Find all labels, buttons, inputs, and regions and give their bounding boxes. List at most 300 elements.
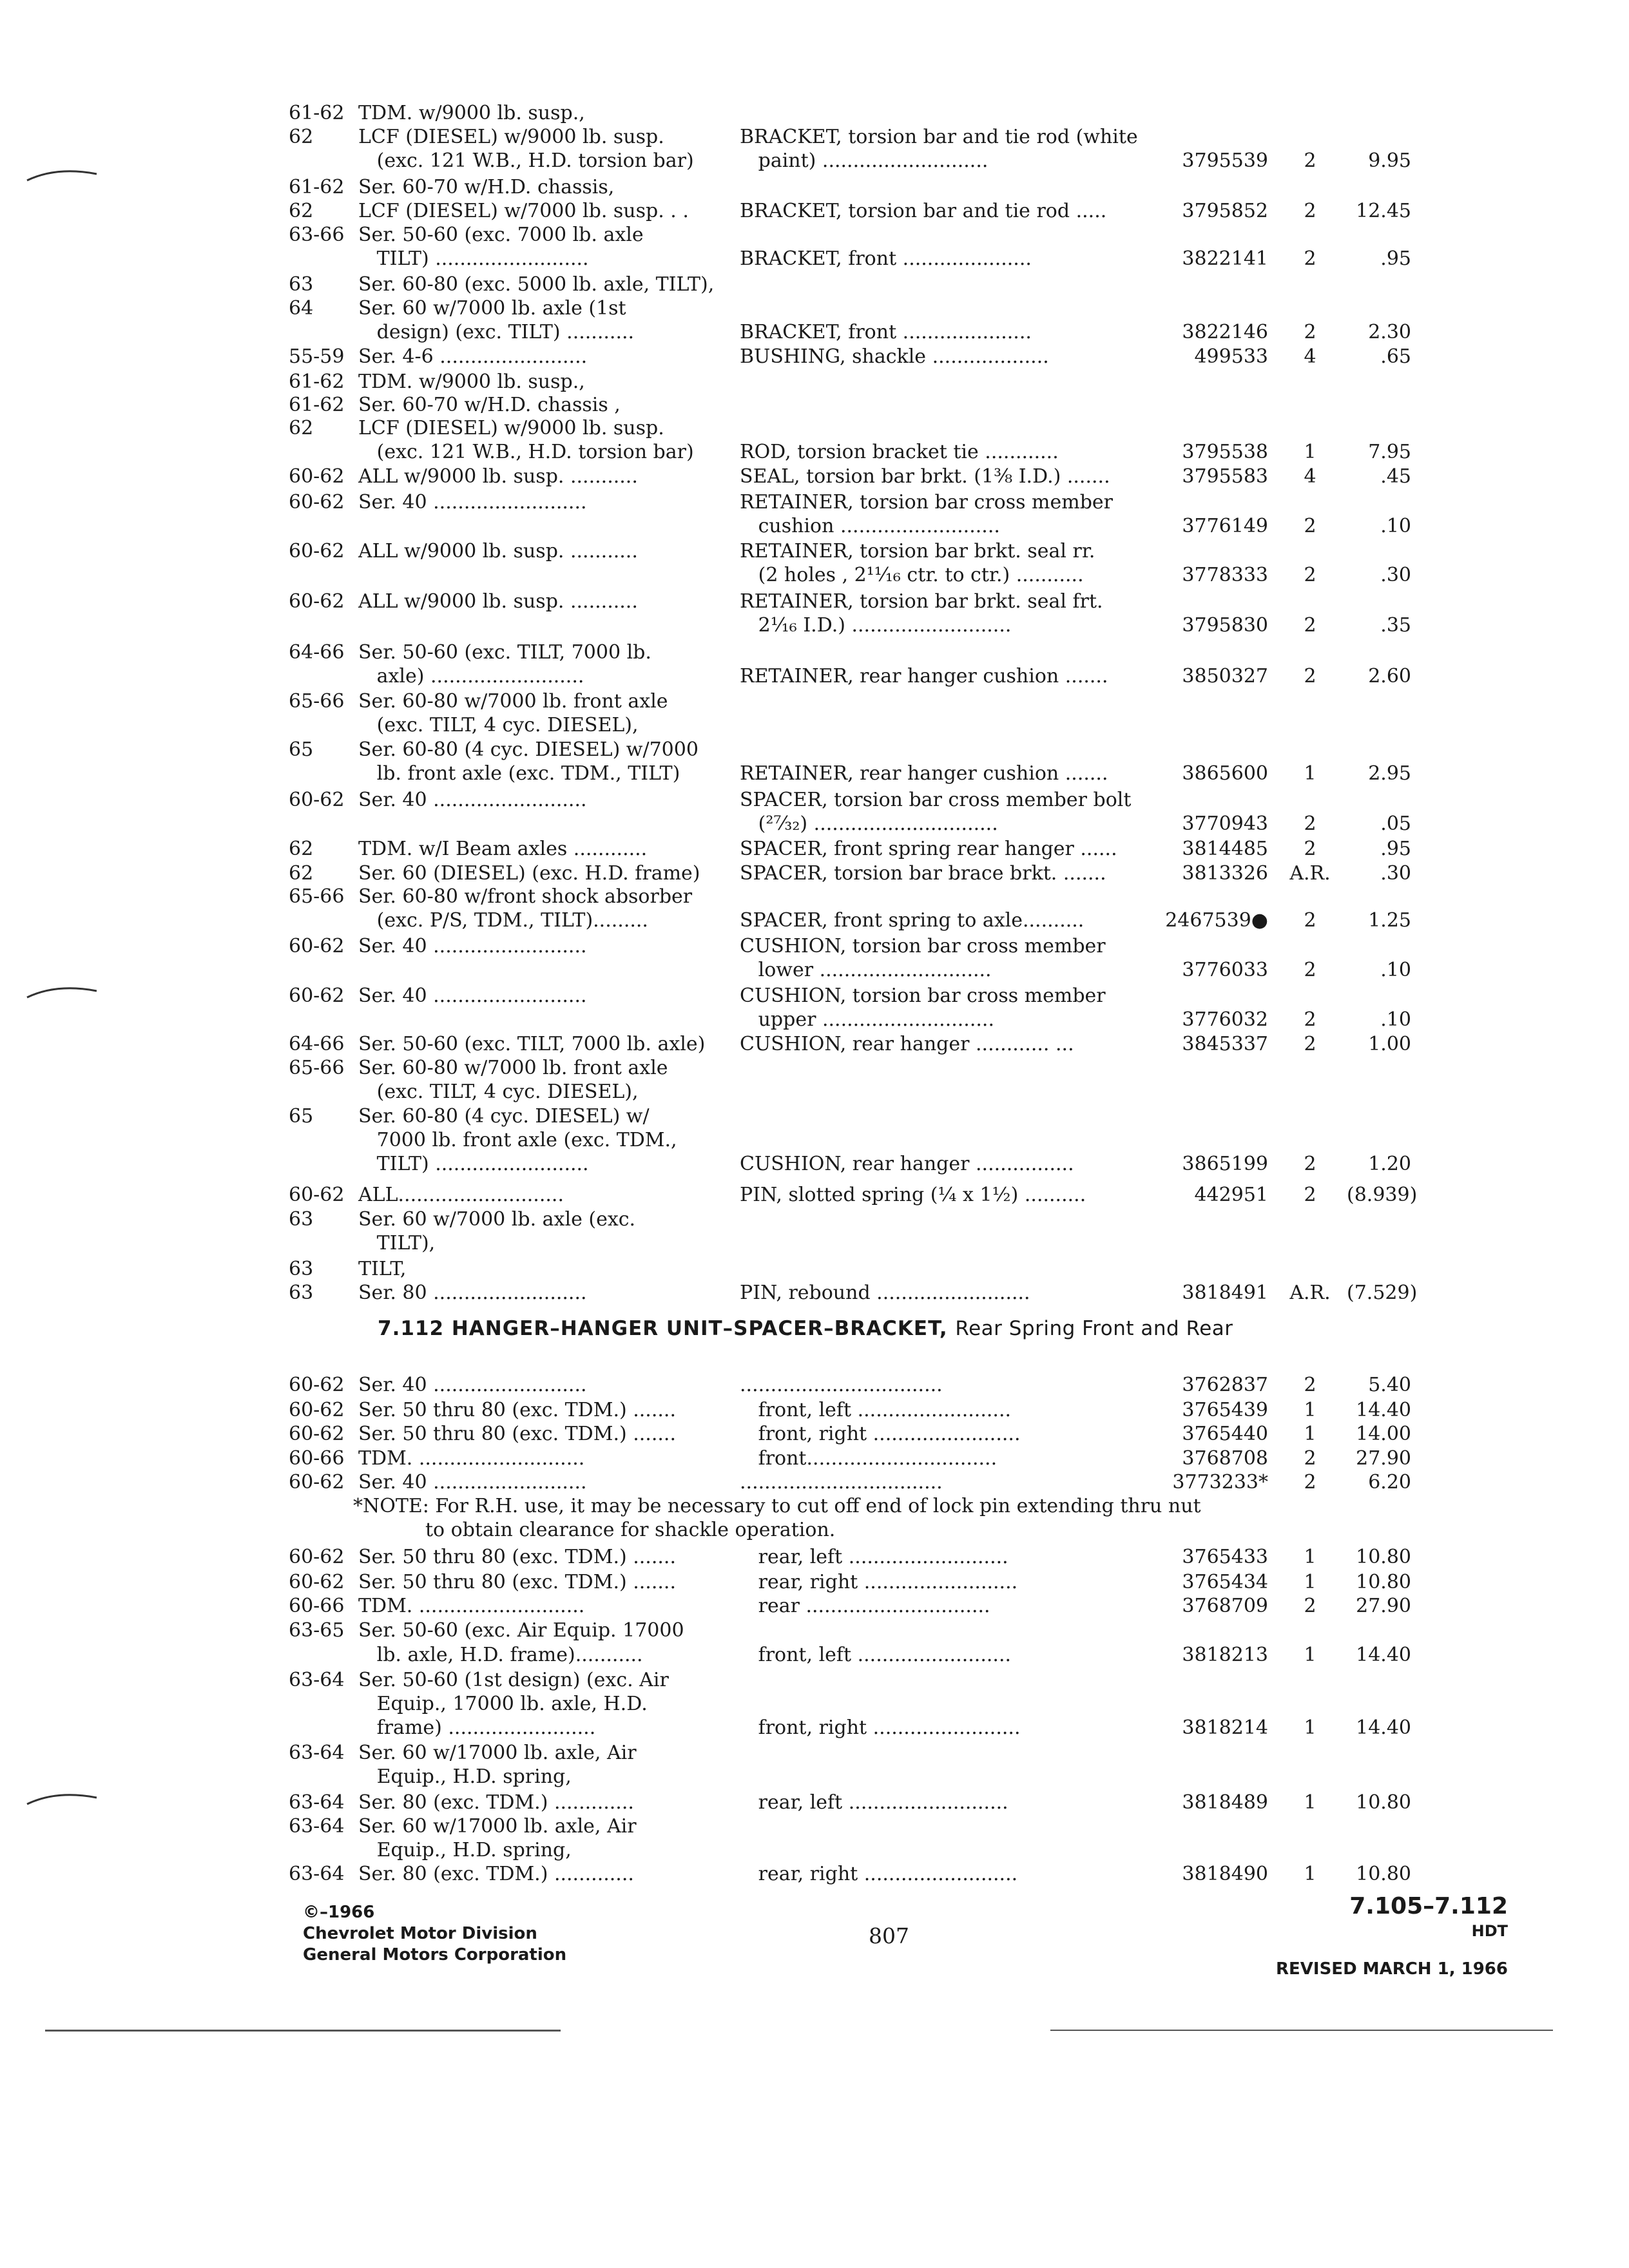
application: Ser. 60-80 (exc. 5000 lb. axle, TILT), — [358, 273, 715, 296]
list-price: 5.40 — [1368, 1374, 1411, 1396]
page-number: 807 — [869, 1923, 909, 1948]
application: Equip., 17000 lb. axle, H.D. — [358, 1693, 648, 1715]
bottom-rule — [45, 2030, 561, 2032]
quantity: 1 — [1304, 762, 1316, 785]
model-years: 60-62 — [289, 1399, 345, 1421]
part-description: BRACKET, front ..................... — [740, 321, 1032, 343]
model-years: 60-62 — [289, 540, 345, 562]
table-row — [0, 1007, 1629, 1033]
application: ALL........................... — [358, 1184, 564, 1206]
application: TDM. w/I Beam axles ............ — [358, 838, 648, 860]
quantity: 2 — [1304, 1033, 1316, 1055]
part-number: 3795830 — [1182, 614, 1268, 637]
table-row — [0, 514, 1629, 539]
quantity: 2 — [1304, 1447, 1316, 1470]
part-number: 3768709 — [1182, 1595, 1268, 1617]
part-description: ................................. — [740, 1471, 943, 1494]
part-description: PIN, slotted spring (¼ x 1½) .......... — [740, 1184, 1086, 1206]
part-description: PIN, rebound ......................... — [740, 1282, 1030, 1304]
model-years: 60-62 — [289, 985, 345, 1007]
catalog-code: HDT — [1471, 1922, 1508, 1940]
model-years: 60-62 — [289, 1184, 345, 1206]
application: Ser. 60 w/7000 lb. axle (1st — [358, 297, 626, 320]
model-years: 65 — [289, 738, 314, 761]
table-row — [0, 761, 1629, 787]
part-description: front, right ........................ — [740, 1716, 1021, 1739]
model-years: 62 — [289, 417, 314, 439]
quantity: 2 — [1304, 1471, 1316, 1494]
application: Ser. 40 ......................... — [358, 985, 587, 1007]
table-row — [0, 1667, 1629, 1693]
list-price: .10 — [1380, 1008, 1411, 1031]
model-years: 61-62 — [289, 394, 345, 416]
application: Ser. 40 ......................... — [358, 491, 587, 514]
table-row — [0, 490, 1629, 515]
application: Ser. 50-60 (exc. 7000 lb. axle — [358, 224, 644, 246]
part-number: 3813326 — [1182, 862, 1268, 885]
list-price: .45 — [1380, 465, 1411, 488]
table-row — [0, 1691, 1629, 1717]
application: Ser. 60 (DIESEL) (exc. H.D. frame) — [358, 862, 700, 885]
table-row — [0, 296, 1629, 322]
list-price: .10 — [1380, 515, 1411, 537]
table-row — [0, 836, 1629, 862]
quantity: 2 — [1304, 665, 1316, 687]
part-number: 3795538 — [1182, 441, 1268, 463]
model-years: 60-62 — [289, 1546, 345, 1568]
quantity: 2 — [1304, 321, 1316, 343]
table-row — [0, 1838, 1629, 1863]
section-title — [378, 1314, 1233, 1343]
quantity: 1 — [1304, 1863, 1316, 1885]
application: Ser. 60-80 (4 cyc. DIESEL) w/ — [358, 1105, 650, 1128]
quantity: 1 — [1304, 1791, 1316, 1814]
table-row — [0, 464, 1629, 490]
model-years: 60-62 — [289, 491, 345, 514]
table-row — [0, 539, 1629, 564]
revision-date: REVISED MARCH 1, 1966 — [1276, 1959, 1508, 1979]
part-number: 3768708 — [1182, 1447, 1268, 1470]
part-description: RETAINER, rear hanger cushion ....... — [740, 665, 1108, 687]
list-price: .65 — [1380, 345, 1411, 368]
part-number: 499533 — [1194, 345, 1268, 368]
table-row — [0, 562, 1629, 588]
application: Ser. 80 (exc. TDM.) ............. — [358, 1791, 634, 1814]
application: Equip., H.D. spring, — [358, 1765, 572, 1788]
quantity: 4 — [1304, 345, 1316, 368]
table-row — [0, 1861, 1629, 1887]
table-row — [0, 1256, 1629, 1282]
model-years: 60-62 — [289, 590, 345, 613]
quantity: 2 — [1304, 247, 1316, 270]
table-row — [0, 344, 1629, 370]
model-years: 60-62 — [289, 789, 345, 811]
part-description: rear .............................. — [740, 1595, 990, 1617]
part-description: CUSHION, torsion bar cross member — [740, 935, 1106, 957]
part-description: front, left ......................... — [740, 1644, 1012, 1666]
part-description: lower ............................ — [740, 959, 992, 981]
list-price: 2.60 — [1368, 665, 1411, 687]
application: Ser. 60 w/7000 lb. axle (exc. — [358, 1208, 636, 1231]
part-number: 3765433 — [1182, 1546, 1268, 1568]
quantity: 1 — [1304, 1546, 1316, 1568]
table-row — [0, 124, 1629, 150]
model-years: 63-64 — [289, 1742, 345, 1764]
table-row — [0, 1593, 1629, 1619]
application: TILT), — [358, 1232, 436, 1254]
application: Ser. 60-80 w/front shock absorber — [358, 885, 693, 908]
bottom-rule — [1050, 2030, 1553, 2031]
part-number: 3818213 — [1182, 1644, 1268, 1666]
part-number: 3818214 — [1182, 1716, 1268, 1739]
application: design) (exc. TILT) ........... — [358, 321, 635, 343]
part-description: front, right ........................ — [740, 1423, 1021, 1445]
list-price: 27.90 — [1356, 1447, 1411, 1470]
part-description: BUSHING, shackle ................... — [740, 345, 1049, 368]
part-number: 3762837 — [1182, 1374, 1268, 1396]
part-number: 3765434 — [1182, 1571, 1268, 1593]
part-description: RETAINER, torsion bar brkt. seal rr. — [740, 540, 1095, 562]
part-number: 2467539● — [1165, 909, 1268, 932]
model-years: 60-62 — [289, 1423, 345, 1445]
quantity: 2 — [1304, 515, 1316, 537]
list-price: 2.30 — [1368, 321, 1411, 343]
part-description: front............................... — [740, 1447, 998, 1470]
table-row — [0, 957, 1629, 983]
note-line — [0, 1517, 1629, 1543]
list-price: 9.95 — [1368, 149, 1411, 172]
part-description: BRACKET, torsion bar and tie rod (white — [740, 126, 1138, 148]
model-years: 62 — [289, 862, 314, 885]
quantity: 1 — [1304, 1571, 1316, 1593]
list-price: .35 — [1380, 614, 1411, 637]
application: Ser. 60 w/17000 lb. axle, Air — [358, 1815, 637, 1838]
application: Ser. 50-60 (exc. Air Equip. 17000 — [358, 1619, 684, 1642]
application: Ser. 50 thru 80 (exc. TDM.) ....... — [358, 1423, 676, 1445]
part-number: 3773233* — [1172, 1471, 1268, 1494]
part-description: rear, right ......................... — [740, 1863, 1018, 1885]
quantity: A.R. — [1289, 862, 1331, 885]
quantity: 1 — [1304, 441, 1316, 463]
table-row — [0, 884, 1629, 910]
quantity: 1 — [1304, 1399, 1316, 1421]
part-description: rear, right ......................... — [740, 1571, 1018, 1593]
part-description: RETAINER, torsion bar cross member — [740, 491, 1113, 514]
part-description: rear, left .......................... — [740, 1546, 1008, 1568]
application: Ser. 40 ......................... — [358, 1471, 587, 1494]
application: Ser. 80 (exc. TDM.) ............. — [358, 1863, 634, 1885]
application: Ser. 60-80 w/7000 lb. front axle — [358, 690, 668, 713]
part-number: 3778333 — [1182, 564, 1268, 586]
application: TDM. ........................... — [358, 1595, 585, 1617]
quantity: 2 — [1304, 959, 1316, 981]
model-years: 64 — [289, 297, 314, 320]
application: (exc. P/S, TDM., TILT)......... — [358, 909, 648, 932]
list-price: .95 — [1380, 838, 1411, 860]
note-text: *NOTE: For R.H. use, it may be necessary to cut off end of lock pin extending thru nut — [353, 1495, 1201, 1517]
part-description: ROD, torsion bracket tie ............ — [740, 441, 1059, 463]
table-row — [0, 713, 1629, 738]
table-row — [0, 1207, 1629, 1233]
quantity: 2 — [1304, 149, 1316, 172]
application: lb. axle, H.D. frame)........... — [358, 1644, 643, 1666]
part-description: CUSHION, rear hanger ............ ... — [740, 1033, 1074, 1055]
application: Ser. 50 thru 80 (exc. TDM.) ....... — [358, 1399, 676, 1421]
table-row — [0, 1372, 1629, 1398]
application: TDM. w/9000 lb. susp., — [358, 370, 585, 393]
application: TDM. ........................... — [358, 1447, 585, 1470]
table-row — [0, 148, 1629, 174]
table-row — [0, 175, 1629, 200]
part-number: 3776149 — [1182, 515, 1268, 537]
table-row — [0, 439, 1629, 465]
part-number: 3776033 — [1182, 959, 1268, 981]
part-number: 3814485 — [1182, 838, 1268, 860]
application: LCF (DIESEL) w/7000 lb. susp. . . — [358, 200, 689, 222]
table-row — [0, 416, 1629, 441]
application: Ser. 50 thru 80 (exc. TDM.) ....... — [358, 1571, 676, 1593]
application: (exc. TILT, 4 cyc. DIESEL), — [358, 714, 639, 736]
section-subtitle: Rear Spring Front and Rear — [955, 1317, 1233, 1340]
list-price: 14.40 — [1356, 1399, 1411, 1421]
table-row — [0, 613, 1629, 639]
quantity: 2 — [1304, 564, 1316, 586]
application: Ser. 60-80 (4 cyc. DIESEL) w/7000 — [358, 738, 699, 761]
part-number: 442951 — [1194, 1184, 1268, 1206]
part-description: 2¹⁄₁₆ I.D.) .......................... — [740, 614, 1012, 637]
application: frame) ........................ — [358, 1716, 596, 1739]
list-price: .10 — [1380, 959, 1411, 981]
quantity: A.R. — [1289, 1282, 1331, 1304]
table-row — [0, 320, 1629, 345]
model-years: 63 — [289, 273, 314, 296]
table-row — [0, 1470, 1629, 1495]
list-price: .05 — [1380, 812, 1411, 835]
application: Ser. 4-6 ........................ — [358, 345, 588, 368]
quantity: 2 — [1304, 1374, 1316, 1396]
model-years: 55-59 — [289, 345, 345, 368]
list-price: 2.95 — [1368, 762, 1411, 785]
table-row — [0, 1398, 1629, 1423]
application: ALL w/9000 lb. susp. ........... — [358, 465, 638, 488]
footer-publisher — [303, 1902, 566, 1966]
list-price: 1.00 — [1368, 1033, 1411, 1055]
model-years: 62 — [289, 126, 314, 148]
part-number: 3865600 — [1182, 762, 1268, 785]
table-row — [0, 1182, 1629, 1208]
application: LCF (DIESEL) w/9000 lb. susp. — [358, 417, 664, 439]
table-row — [0, 1280, 1629, 1306]
list-price: 14.40 — [1356, 1644, 1411, 1666]
note-text: to obtain clearance for shackle operation. — [425, 1519, 836, 1541]
application: TILT) ......................... — [358, 1153, 589, 1175]
list-price: (8.939) — [1347, 1184, 1418, 1206]
application: axle) ......................... — [358, 665, 584, 687]
model-years: 63-64 — [289, 1863, 345, 1885]
table-row — [0, 983, 1629, 1009]
quantity: 2 — [1304, 1184, 1316, 1206]
quantity: 1 — [1304, 1423, 1316, 1445]
list-price: 14.00 — [1356, 1423, 1411, 1445]
model-years: 60-62 — [289, 1374, 345, 1396]
list-price: .30 — [1380, 564, 1411, 586]
quantity: 2 — [1304, 1153, 1316, 1175]
list-price: 7.95 — [1368, 441, 1411, 463]
quantity: 4 — [1304, 465, 1316, 488]
model-years: 60-66 — [289, 1595, 345, 1617]
model-years: 60-62 — [289, 465, 345, 488]
part-description: (2 holes , 2¹¹⁄₁₆ ctr. to ctr.) ........... — [740, 564, 1084, 586]
application: Ser. 60-80 w/7000 lb. front axle — [358, 1057, 668, 1079]
copyright: ©–1966 — [303, 1903, 375, 1922]
application: 7000 lb. front axle (exc. TDM., — [358, 1129, 677, 1151]
part-description: RETAINER, rear hanger cushion ....... — [740, 762, 1108, 785]
table-row — [0, 934, 1629, 959]
list-price: (7.529) — [1347, 1282, 1418, 1304]
model-years: 64-66 — [289, 641, 345, 664]
model-years: 60-62 — [289, 935, 345, 957]
part-description: front, left ......................... — [740, 1399, 1012, 1421]
table-row — [0, 1079, 1629, 1105]
part-number: 3850327 — [1182, 665, 1268, 687]
model-years: 61-62 — [289, 370, 345, 393]
application: Ser. 60 w/17000 lb. axle, Air — [358, 1742, 637, 1764]
table-row — [0, 1642, 1629, 1668]
part-number: 3776032 — [1182, 1008, 1268, 1031]
list-price: 27.90 — [1356, 1595, 1411, 1617]
part-description: SPACER, front spring rear hanger ...... — [740, 838, 1117, 860]
application: Equip., H.D. spring, — [358, 1839, 572, 1861]
list-price: 12.45 — [1356, 200, 1411, 222]
part-description: SPACER, front spring to axle.......... — [740, 909, 1084, 932]
application: Ser. 40 ......................... — [358, 935, 587, 957]
list-price: 10.80 — [1356, 1791, 1411, 1814]
model-years: 60-66 — [289, 1447, 345, 1470]
quantity: 2 — [1304, 1008, 1316, 1031]
table-row — [0, 1618, 1629, 1644]
model-years: 65 — [289, 1105, 314, 1128]
list-price: 6.20 — [1368, 1471, 1411, 1494]
table-row — [0, 861, 1629, 887]
application: Ser. 60-70 w/H.D. chassis, — [358, 176, 615, 198]
application: ALL w/9000 lb. susp. ........... — [358, 540, 638, 562]
table-row — [0, 811, 1629, 837]
part-description: SPACER, torsion bar brace brkt. ....... — [740, 862, 1106, 885]
table-row — [0, 1231, 1629, 1256]
part-description: paint) ........................... — [740, 149, 988, 172]
table-row — [0, 1570, 1629, 1595]
table-row — [0, 1740, 1629, 1766]
list-price: 10.80 — [1356, 1571, 1411, 1593]
table-row — [0, 1544, 1629, 1570]
model-years: 65-66 — [289, 690, 345, 713]
application: Ser. 60-70 w/H.D. chassis , — [358, 394, 621, 416]
model-years: 63-64 — [289, 1791, 345, 1814]
corporation-name: General Motors Corporation — [303, 1945, 567, 1965]
part-number: 3765440 — [1182, 1423, 1268, 1445]
table-row — [0, 198, 1629, 224]
part-number: 3765439 — [1182, 1399, 1268, 1421]
table-row — [0, 1151, 1629, 1177]
part-description: SPACER, torsion bar cross member bolt — [740, 789, 1132, 811]
table-row — [0, 640, 1629, 666]
part-description: SEAL, torsion bar brkt. (1⅜ I.D.) ....... — [740, 465, 1110, 488]
part-number: 3818489 — [1182, 1791, 1268, 1814]
application: Ser. 50 thru 80 (exc. TDM.) ....... — [358, 1546, 676, 1568]
application: Ser. 50-60 (exc. TILT, 7000 lb. — [358, 641, 651, 664]
section-range: 7.105–7.112 — [1349, 1893, 1508, 1919]
table-row — [0, 1814, 1629, 1840]
part-number: 3822141 — [1182, 247, 1268, 270]
model-years: 61-62 — [289, 102, 345, 124]
part-description: (²⁷⁄₃₂) .............................. — [740, 812, 998, 835]
table-row — [0, 272, 1629, 298]
quantity: 2 — [1304, 838, 1316, 860]
model-years: 63 — [289, 1282, 314, 1304]
quantity: 2 — [1304, 812, 1316, 835]
model-years: 60-62 — [289, 1571, 345, 1593]
model-years: 63-64 — [289, 1815, 345, 1838]
application: TDM. w/9000 lb. susp., — [358, 102, 585, 124]
table-row — [0, 1790, 1629, 1816]
part-number: 3818490 — [1182, 1863, 1268, 1885]
application: Ser. 50-60 (1st design) (exc. Air — [358, 1669, 669, 1691]
table-row — [0, 392, 1629, 418]
model-years: 65-66 — [289, 885, 345, 908]
model-years: 63-65 — [289, 1619, 345, 1642]
model-years: 62 — [289, 200, 314, 222]
quantity: 2 — [1304, 200, 1316, 222]
division-name: Chevrolet Motor Division — [303, 1924, 537, 1943]
application: TILT, — [358, 1258, 407, 1280]
table-row — [0, 1715, 1629, 1741]
footer-section-range — [1315, 1892, 1508, 1941]
model-years: 63-64 — [289, 1669, 345, 1691]
part-number: 3865199 — [1182, 1153, 1268, 1175]
application: (exc. 121 W.B., H.D. torsion bar) — [358, 149, 694, 172]
table-row — [0, 101, 1629, 126]
part-description: BRACKET, front ..................... — [740, 247, 1032, 270]
model-years: 63 — [289, 1258, 314, 1280]
table-row — [0, 589, 1629, 615]
table-row — [0, 737, 1629, 763]
table-row — [0, 1421, 1629, 1447]
model-years: 65-66 — [289, 1057, 345, 1079]
part-description: CUSHION, rear hanger ................ — [740, 1153, 1074, 1175]
list-price: 14.40 — [1356, 1716, 1411, 1739]
application: (exc. TILT, 4 cyc. DIESEL), — [358, 1081, 639, 1103]
quantity: 1 — [1304, 1716, 1316, 1739]
list-price: 10.80 — [1356, 1546, 1411, 1568]
application: LCF (DIESEL) w/9000 lb. susp. — [358, 126, 664, 148]
table-row — [0, 1055, 1629, 1081]
part-number: 3795852 — [1182, 200, 1268, 222]
table-row — [0, 1032, 1629, 1057]
application: ALL w/9000 lb. susp. ........... — [358, 590, 638, 613]
table-row — [0, 664, 1629, 689]
table-row — [0, 369, 1629, 395]
part-number: 3818491 — [1182, 1282, 1268, 1304]
application: TILT) ......................... — [358, 247, 589, 270]
quantity: 1 — [1304, 1644, 1316, 1666]
list-price: 10.80 — [1356, 1863, 1411, 1885]
application: Ser. 50-60 (exc. TILT, 7000 lb. axle) — [358, 1033, 706, 1055]
table-row — [0, 1446, 1629, 1472]
table-row — [0, 1128, 1629, 1153]
application: lb. front axle (exc. TDM., TILT) — [358, 762, 680, 785]
application: (exc. 121 W.B., H.D. torsion bar) — [358, 441, 694, 463]
application: Ser. 40 ......................... — [358, 789, 587, 811]
